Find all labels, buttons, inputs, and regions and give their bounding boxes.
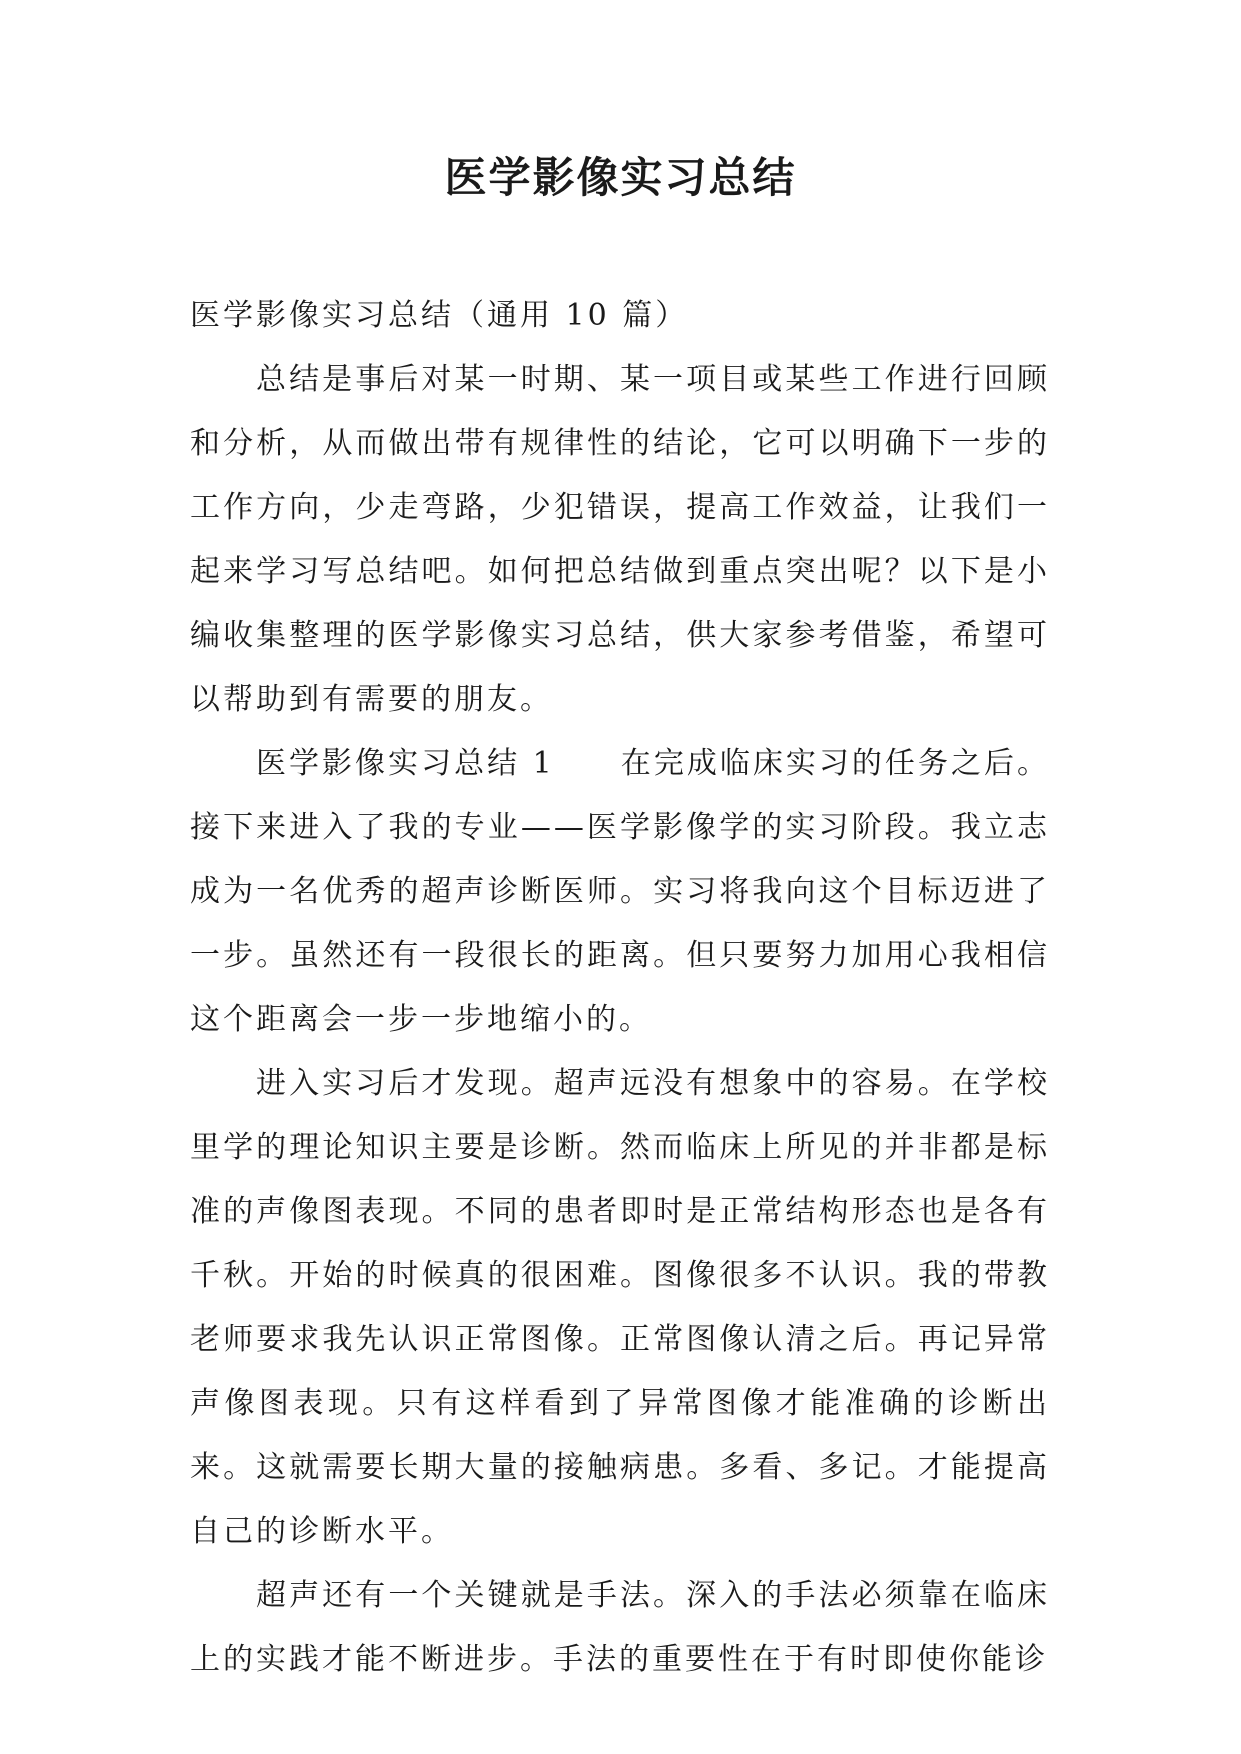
document-subtitle: 医学影像实习总结（通用 10 篇） — [190, 298, 689, 333]
paragraph-section-1: 医学影像实习总结 1 在完成临床实习的任务之后。接下来进入了我的专业——医学影像学的实习阶段。我立志成为一名优秀的超声诊断医师。实习将我向这个目标迈进了一步。虽然还有一段很长的距离。但只要努力加用心我相信这个距离会一步一步地缩小的。 — [190, 746, 1050, 1037]
paragraph-technique: 超声还有一个关键就是手法。深入的手法必须靠在临床上的实践才能不断进步。手法的重要性在于有时即使你能诊 — [190, 1578, 1050, 1677]
paragraph-ultrasound: 进入实习后才发现。超声远没有想象中的容易。在学校里学的理论知识主要是诊断。然而临床上所见的并非都是标准的声像图表现。不同的患者即时是正常结构形态也是各有千秋。开始的时候真的很困难。图像很多不认识。我的带教老师要求我先认识正常图像。正常图像认清之后。再记异常声像图表现。只有这样看到了异常图像才能准确的诊断出来。这就需要长期大量的接触病患。多看、多记。才能提高自己的诊断水平。 — [190, 1066, 1050, 1549]
document-body — [190, 284, 1050, 1692]
document-title: 医学影像实习总结 — [444, 153, 797, 202]
paragraph-intro: 总结是事后对某一时期、某一项目或某些工作进行回顾和分析，从而做出带有规律性的结论，它可以明确下一步的工作方向，少走弯路，少犯错误，提高工作效益，让我们一起来学习写总结吧。如何把总结做到重点突出呢？以下是小编收集整理的医学影像实习总结，供大家参考借鉴，希望可以帮助到有需要的朋友。 — [190, 362, 1050, 717]
